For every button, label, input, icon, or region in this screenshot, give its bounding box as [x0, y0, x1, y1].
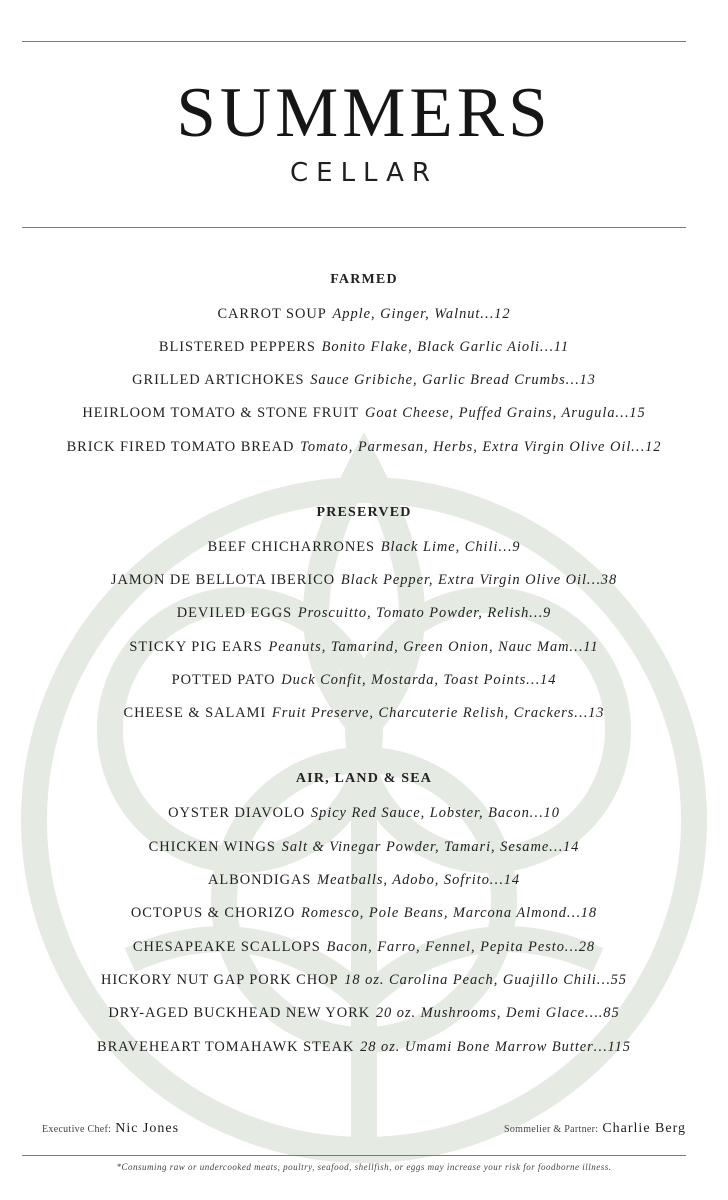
menu-item-description: Spicy Red Sauce, Lobster, Bacon…10 [310, 805, 560, 821]
menu-item-name: OYSTER DIAVOLO [168, 805, 306, 821]
menu-item [14, 370, 714, 390]
menu-item [14, 403, 714, 423]
menu-item-description: Tomato, Parmesan, Herbs, Extra Virgin Olive Oil…12 [300, 439, 662, 455]
executive-chef-credit [42, 1119, 179, 1137]
menu-item-description: Bonito Flake, Black Garlic Aioli…11 [321, 339, 570, 355]
menu-item-description: Duck Confit, Mostarda, Toast Points…14 [281, 672, 557, 688]
menu-item-name: CHESAPEAKE SCALLOPS [132, 939, 321, 955]
menu-item-description: Black Pepper, Extra Virgin Olive Oil…38 [340, 572, 618, 588]
menu-item-description: 28 oz. Umami Bone Marrow Butter…115 [360, 1039, 631, 1055]
menu-item-name: JAMON DE BELLOTA IBERICO [110, 572, 336, 588]
menu-item-name: DEVILED EGGS [176, 605, 293, 621]
menu-item [14, 937, 714, 957]
menu-item-name: BRAVEHEART TOMAHAWK STEAK [97, 1039, 355, 1055]
menu-item-description: Meatballs, Adobo, Sofrito…14 [317, 872, 521, 888]
menu-item-name: HICKORY NUT GAP PORK CHOP [101, 972, 339, 988]
menu-item-name: BLISTERED PEPPERS [158, 339, 316, 355]
menu-item-description: Bacon, Farro, Fennel, Pepita Pesto…28 [326, 939, 596, 955]
menu-item-name: ALBONDIGAS [207, 872, 312, 888]
menu-item-name: OCTOPUS & CHORIZO [130, 905, 296, 921]
menu-item [14, 337, 714, 357]
menu-item [14, 1003, 714, 1023]
menu-item-name: CARROT SOUP [217, 306, 327, 322]
menu-item-name: HEIRLOOM TOMATO & STONE FRUIT [82, 405, 360, 421]
menu-item [14, 803, 714, 823]
menu-item-description: Goat Cheese, Puffed Grains, Arugula…15 [364, 405, 646, 421]
menu-item-description: Sauce Gribiche, Garlic Bread Crumbs…13 [310, 372, 596, 388]
menu-item-description: 20 oz. Mushrooms, Demi Glace….85 [375, 1005, 620, 1021]
restaurant-name: SUMMERS [176, 74, 552, 152]
menu-item [14, 1037, 714, 1057]
menu-item-name: POTTED PATO [171, 672, 276, 688]
sommelier-credit [504, 1119, 686, 1137]
menu-item [14, 837, 714, 857]
menu-item-description: 18 oz. Carolina Peach, Guajillo Chili…55 [344, 972, 627, 988]
menu-item-name: DRY-AGED BUCKHEAD NEW YORK [108, 1005, 371, 1021]
menu-item [14, 537, 714, 557]
section-title-farmed: FARMED [330, 272, 398, 287]
chef-name: Nic Jones [115, 1121, 180, 1136]
menu-item-description: Proscuitto, Tomato Powder, Relish…9 [297, 605, 552, 621]
menu-item-description: Salt & Vinegar Powder, Tamari, Sesame…14 [281, 839, 580, 855]
menu-item [14, 570, 714, 590]
menu-item-name: GRILLED ARTICHOKES [132, 372, 305, 388]
menu-item [14, 870, 714, 890]
menu-item-description: Peanuts, Tamarind, Green Onion, Nauc Mam…11 [268, 639, 599, 655]
menu-item [14, 304, 714, 324]
menu-item-description: Black Lime, Chili…9 [380, 539, 521, 555]
menu-item-name: STICKY PIG EARS [129, 639, 263, 655]
menu-item-description: Romesco, Pole Beans, Marcona Almond…18 [300, 905, 598, 921]
menu-item-name: CHEESE & SALAMI [123, 705, 267, 721]
menu-item [14, 903, 714, 923]
header-divider [22, 227, 686, 228]
chef-role-label: Executive Chef: [42, 1124, 112, 1135]
section-title-air-land-sea: AIR, LAND & SEA [295, 771, 433, 786]
restaurant-subtitle: CELLAR [289, 158, 438, 188]
top-divider [22, 41, 686, 42]
menu-item-description: Fruit Preserve, Charcuterie Relish, Crackers…13 [271, 705, 605, 721]
menu-item [14, 703, 714, 723]
menu-item-name: CHICKEN WINGS [148, 839, 276, 855]
footer-divider [22, 1155, 686, 1156]
menu-item-description: Apple, Ginger, Walnut…12 [332, 306, 511, 322]
menu-item [14, 970, 714, 990]
menu-item [14, 603, 714, 623]
sommelier-role-label: Sommelier & Partner: [504, 1124, 599, 1135]
health-disclaimer: *Consuming raw or undercooked meats, poultry, seafood, shellfish, or eggs may increase your risk for foodborne illness. [116, 1162, 612, 1172]
menu-item-name: BRICK FIRED TOMATO BREAD [66, 439, 295, 455]
menu-item [14, 437, 714, 457]
menu-item [14, 670, 714, 690]
section-title-preserved: PRESERVED [316, 505, 412, 520]
sommelier-name: Charlie Berg [602, 1121, 686, 1136]
menu-item [14, 637, 714, 657]
menu-item-name: BEEF CHICHARRONES [207, 539, 375, 555]
